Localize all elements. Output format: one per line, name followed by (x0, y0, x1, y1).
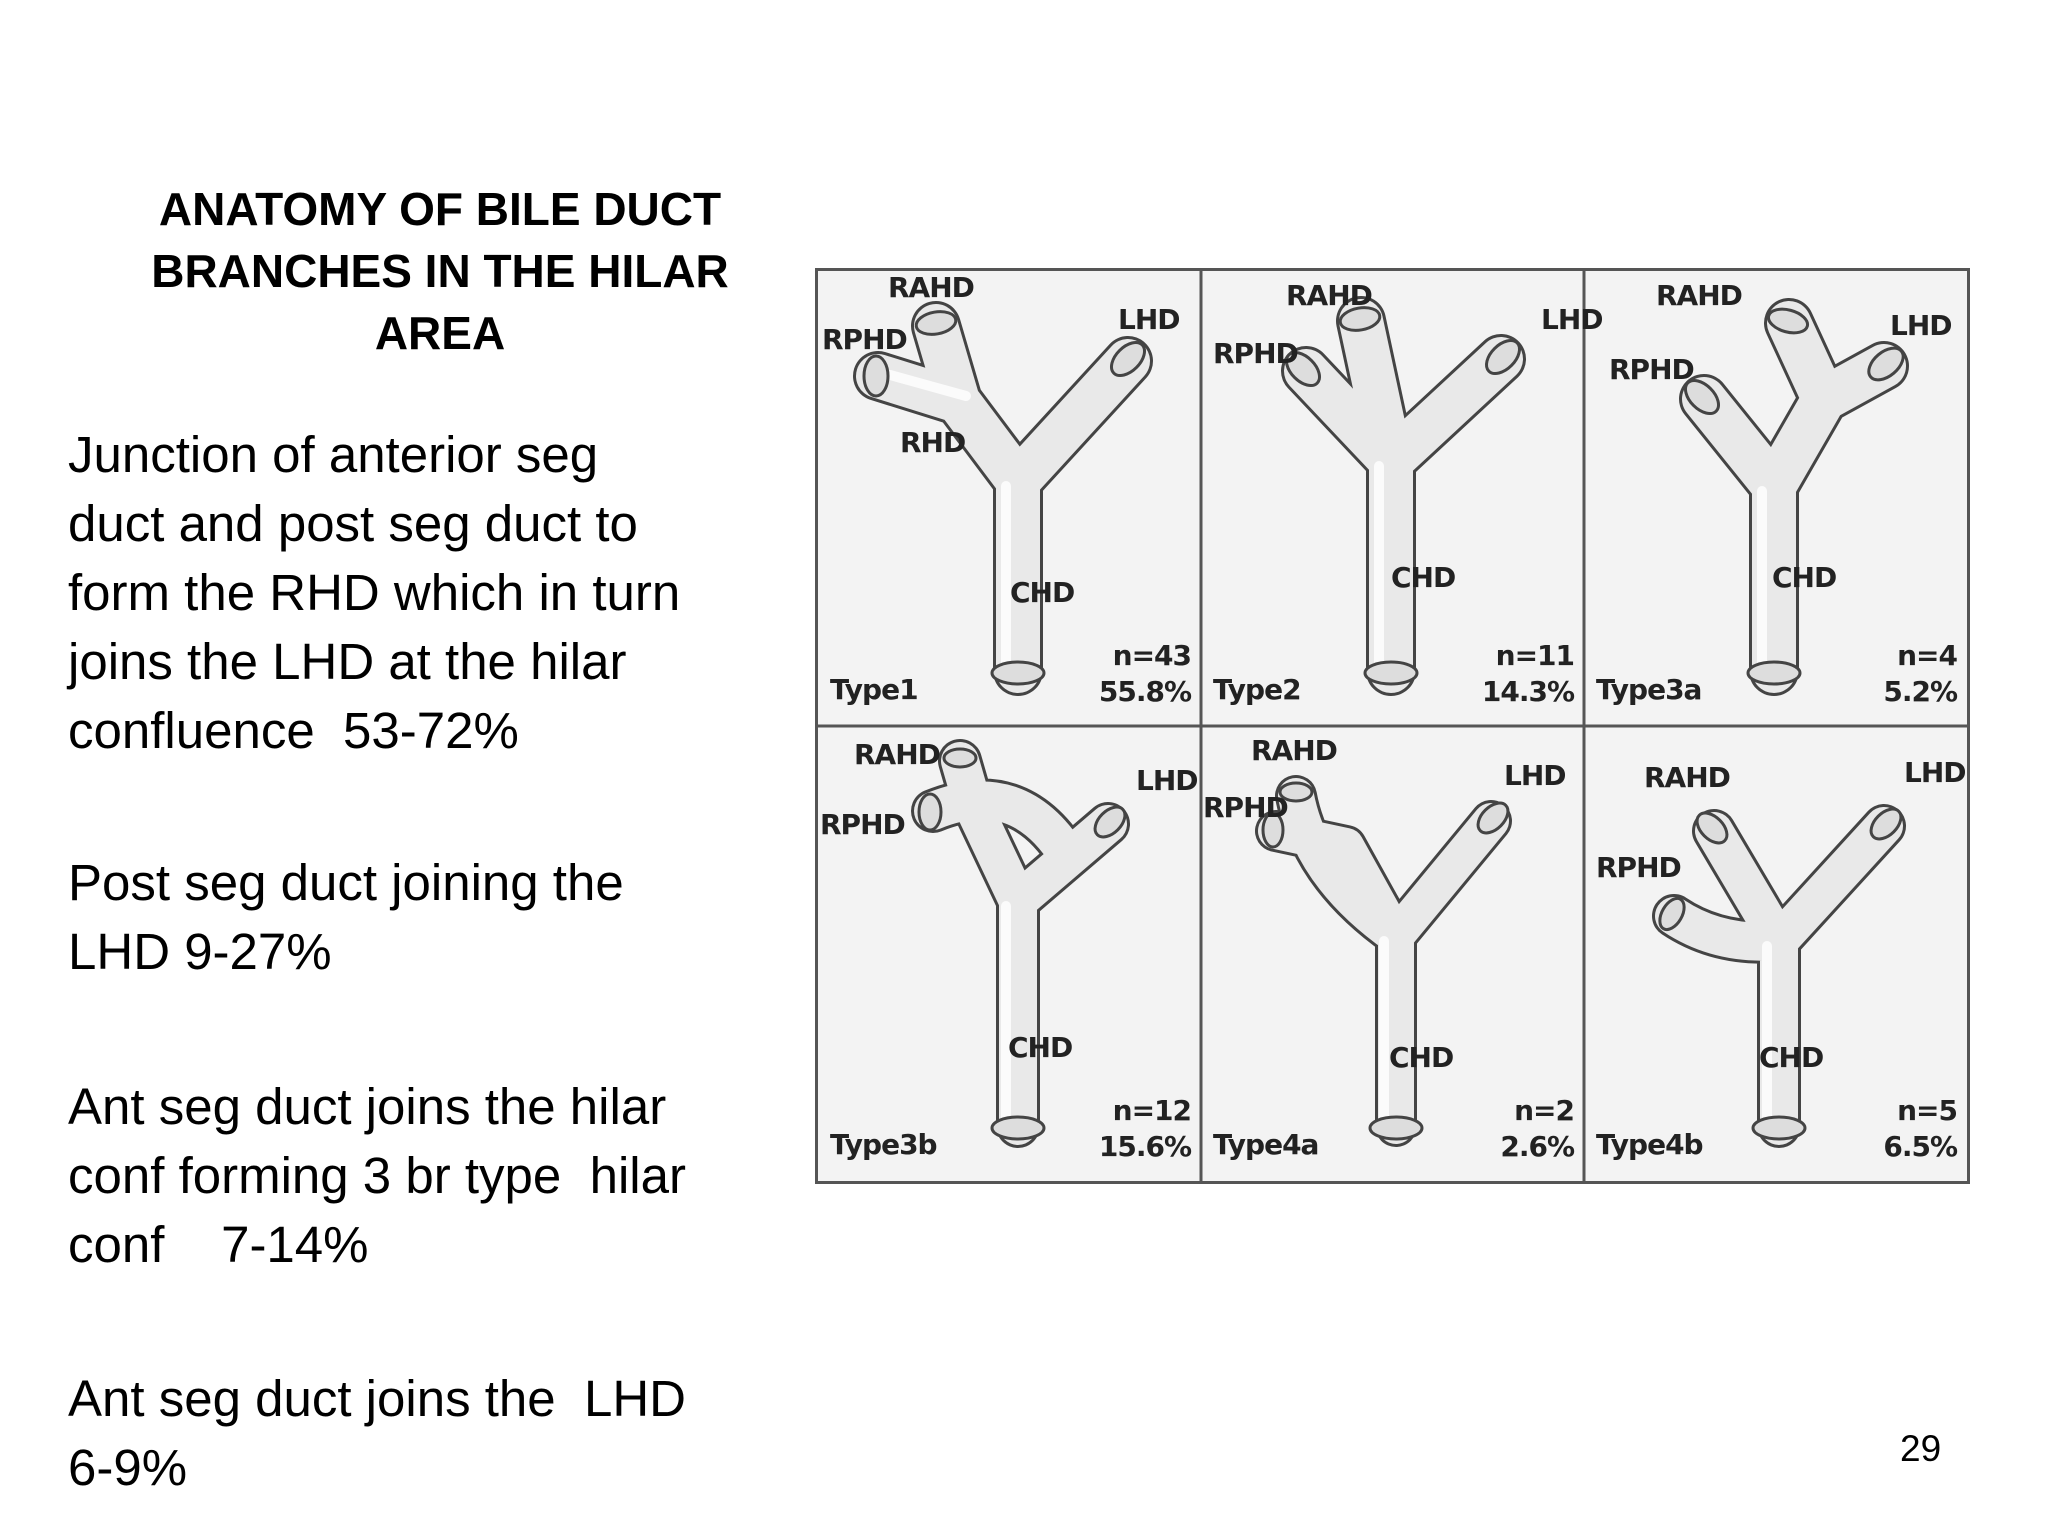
lhd-label: LHD (1118, 303, 1180, 336)
type-label: Type3a (1596, 673, 1702, 706)
count-label: n=2 (1514, 1094, 1574, 1127)
chd-label: CHD (1389, 1041, 1454, 1074)
count-label: n=4 (1897, 639, 1957, 672)
percent-label: 6.5% (1883, 1130, 1957, 1163)
text-line: Post seg duct joining the (68, 854, 624, 911)
text-line: LHD 9-27% (68, 923, 332, 980)
rahd-label: RAHD (1251, 734, 1337, 767)
rahd-label: RAHD (854, 738, 940, 771)
percent-label: 14.3% (1481, 675, 1574, 708)
count-label: n=11 (1495, 639, 1574, 672)
text-line: Junction of anterior seg (68, 426, 599, 483)
rphd-label: RPHD (1596, 851, 1681, 884)
rhd-label: RHD (900, 426, 966, 459)
percent-label: 2.6% (1500, 1130, 1574, 1163)
paragraph-hilar-confluence (68, 420, 788, 765)
percent-label: 15.6% (1098, 1130, 1191, 1163)
rphd-label: RPHD (820, 808, 905, 841)
type-label: Type4b (1596, 1128, 1703, 1161)
panel-type3a (1584, 271, 1967, 726)
percent-label: 5.2% (1883, 675, 1957, 708)
text-line: confluence 53-72% (68, 702, 519, 759)
chd-label: CHD (1010, 576, 1075, 609)
rphd-label: RPHD (1213, 337, 1298, 370)
panel-type2 (1201, 271, 1603, 726)
rphd-label: RPHD (1609, 353, 1694, 386)
panel-type1 (818, 271, 1201, 726)
paragraph-three-branch (68, 1072, 788, 1279)
chd-label: CHD (1759, 1041, 1824, 1074)
rahd-label: RAHD (1656, 279, 1742, 312)
text-line: form the RHD which in turn (68, 564, 681, 621)
title-line: BRANCHES IN THE HILAR (151, 245, 729, 297)
chd-label: CHD (1008, 1031, 1073, 1064)
title-line: AREA (374, 307, 506, 359)
percent-label: 55.8% (1098, 675, 1191, 708)
count-label: n=5 (1897, 1094, 1957, 1127)
type-label: Type1 (830, 673, 918, 706)
lhd-label: LHD (1890, 309, 1952, 342)
panel-type4a (1201, 726, 1584, 1181)
text-line: 6-9% (68, 1439, 188, 1496)
paragraph-post-seg-lhd (68, 848, 788, 986)
paragraph-ant-seg-lhd (68, 1364, 788, 1502)
text-line: joins the LHD at the hilar (68, 633, 627, 690)
type-label: Type2 (1213, 673, 1301, 706)
rphd-label: RPHD (1203, 791, 1288, 824)
lhd-label: LHD (1136, 764, 1198, 797)
rphd-label: RPHD (822, 323, 907, 356)
lhd-label: LHD (1504, 759, 1566, 792)
count-label: n=12 (1112, 1094, 1191, 1127)
chd-label: CHD (1772, 561, 1837, 594)
page-number: 29 (1900, 1428, 1942, 1469)
chd-label: CHD (1391, 561, 1456, 594)
title-line: ANATOMY OF BILE DUCT (158, 183, 722, 235)
rahd-label: RAHD (888, 271, 974, 304)
lhd-label: LHD (1904, 756, 1966, 789)
rahd-label: RAHD (1286, 279, 1372, 312)
type-label: Type3b (830, 1128, 937, 1161)
text-line: Ant seg duct joins the hilar (68, 1078, 667, 1135)
panel-type4b (1584, 726, 1967, 1181)
rahd-label: RAHD (1644, 761, 1730, 794)
text-line: conf forming 3 br type hilar (68, 1147, 686, 1204)
text-line: Ant seg duct joins the LHD (68, 1370, 687, 1427)
text-line: conf 7-14% (68, 1216, 369, 1273)
text-line: duct and post seg duct to (68, 495, 638, 552)
lhd-label: LHD (1541, 303, 1603, 336)
type-label: Type4a (1213, 1128, 1319, 1161)
panel-type3b (818, 726, 1201, 1181)
count-label: n=43 (1112, 639, 1191, 672)
slide-title (100, 178, 780, 364)
bile-duct-variants-figure (815, 268, 1970, 1184)
